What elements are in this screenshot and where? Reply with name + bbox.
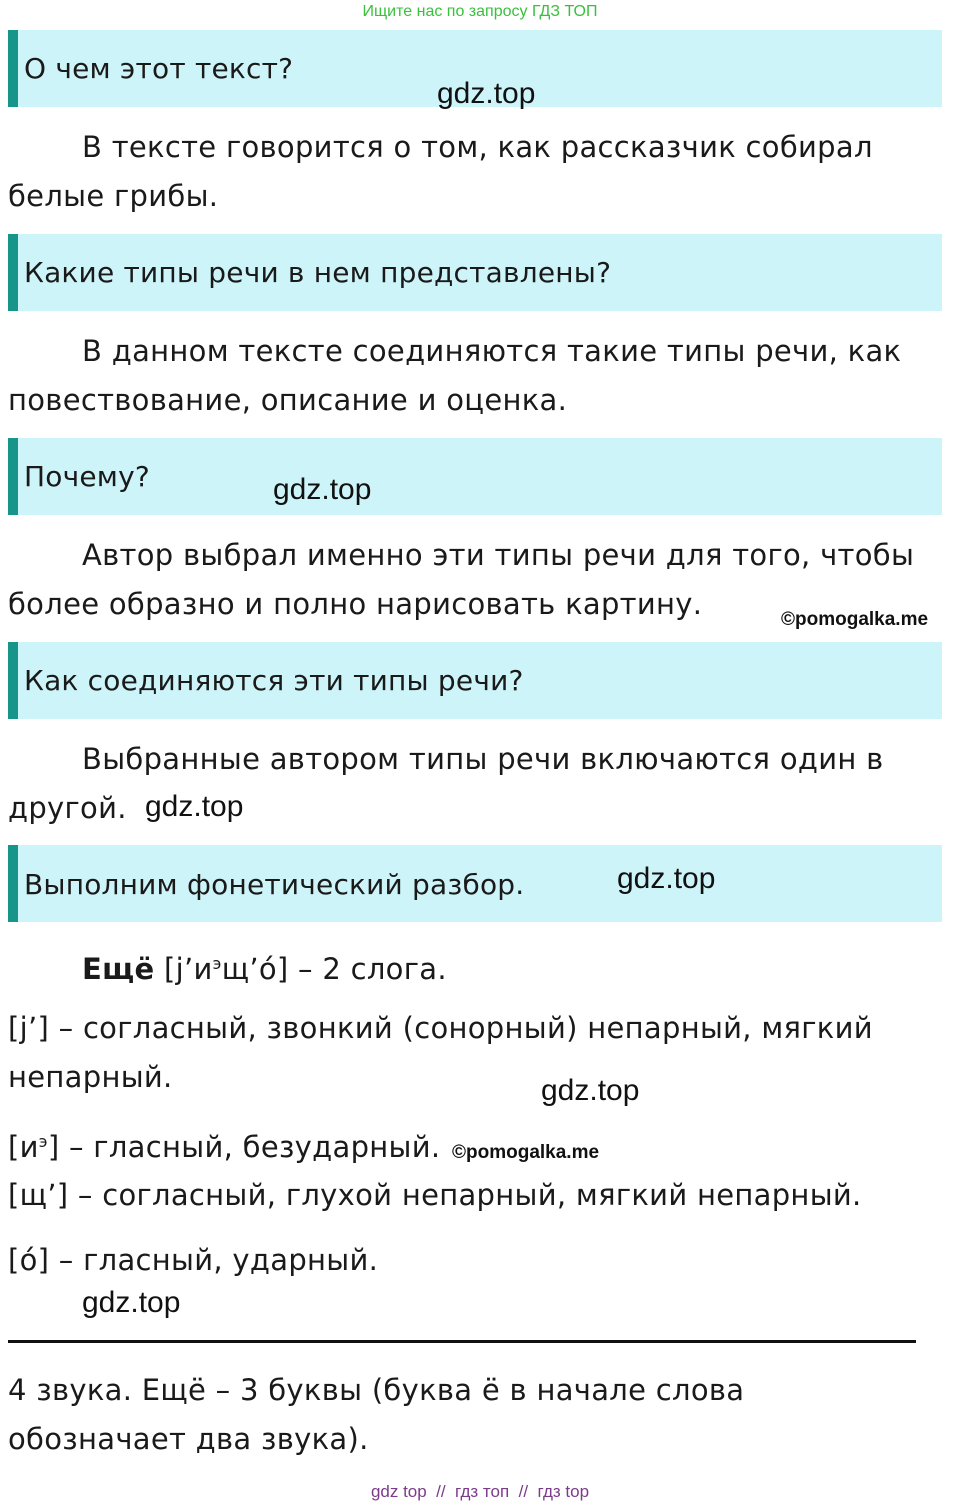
- question-3: Почему?: [24, 460, 150, 493]
- phonetic-heading: [82, 939, 960, 994]
- footer-links: gdz top // гдз топ // гдз top: [370, 1482, 590, 1501]
- watermark-gdz: gdz.top: [82, 1286, 181, 1319]
- watermark-gdz: gdz.top: [437, 77, 536, 110]
- divider-line: [8, 1340, 916, 1343]
- question-1: О чем этот текст?: [24, 52, 294, 85]
- answer-4: Выбранные автором типы речи включаются один в другой.: [8, 742, 884, 825]
- watermark-pomogalka: ©pomogalka.me: [781, 609, 929, 630]
- transcription-pre: [j’и: [163, 952, 213, 986]
- watermark-gdz: gdz.top: [145, 790, 244, 823]
- line2-sup: э: [38, 1132, 48, 1151]
- watermark-pomogalka: ©pomogalka.me: [452, 1142, 600, 1163]
- phonetic-word: Ещё: [82, 952, 155, 986]
- phonetic-line-4: [о́] – гласный, ударный.: [8, 1243, 379, 1277]
- answer-3: Автор выбрал именно эти типы речи для того, чтобы более образно и полно нарисовать картину.: [8, 538, 915, 621]
- phonetic-line-3: [щ’] – согласный, глухой непарный, мягкий непарный.: [8, 1178, 862, 1212]
- watermark-gdz: gdz.top: [541, 1074, 640, 1107]
- watermark-gdz: gdz.top: [617, 862, 716, 895]
- phonetic-line-1: [j’] – согласный, звонкий (сонорный) непарный, мягкий непарный.: [8, 1011, 873, 1094]
- question-4: Как соединяются эти типы речи?: [24, 664, 524, 697]
- top-banner: Ищите нас по запросу ГДЗ ТОП: [362, 3, 598, 20]
- answer-2: В данном тексте соединяются такие типы речи, как повествование, описание и оценка.: [8, 334, 902, 417]
- question-5: Выполним фонетический разбор.: [24, 868, 525, 901]
- question-2: Какие типы речи в нем представлены?: [24, 256, 612, 289]
- line2-pre: [и: [8, 1130, 39, 1164]
- transcription-post: щ’о́] – 2 слога.: [221, 952, 447, 986]
- transcription-sup: э: [212, 954, 222, 973]
- phonetic-summary: 4 звука. Ещё – 3 буквы (буква ё в начале слова обозначает два звука).: [8, 1373, 745, 1456]
- watermark-gdz: gdz.top: [273, 473, 372, 506]
- answer-1: В тексте говорится о том, как рассказчик собирал белые грибы.: [8, 130, 873, 213]
- line2-post: ] – гласный, безударный.: [47, 1130, 441, 1164]
